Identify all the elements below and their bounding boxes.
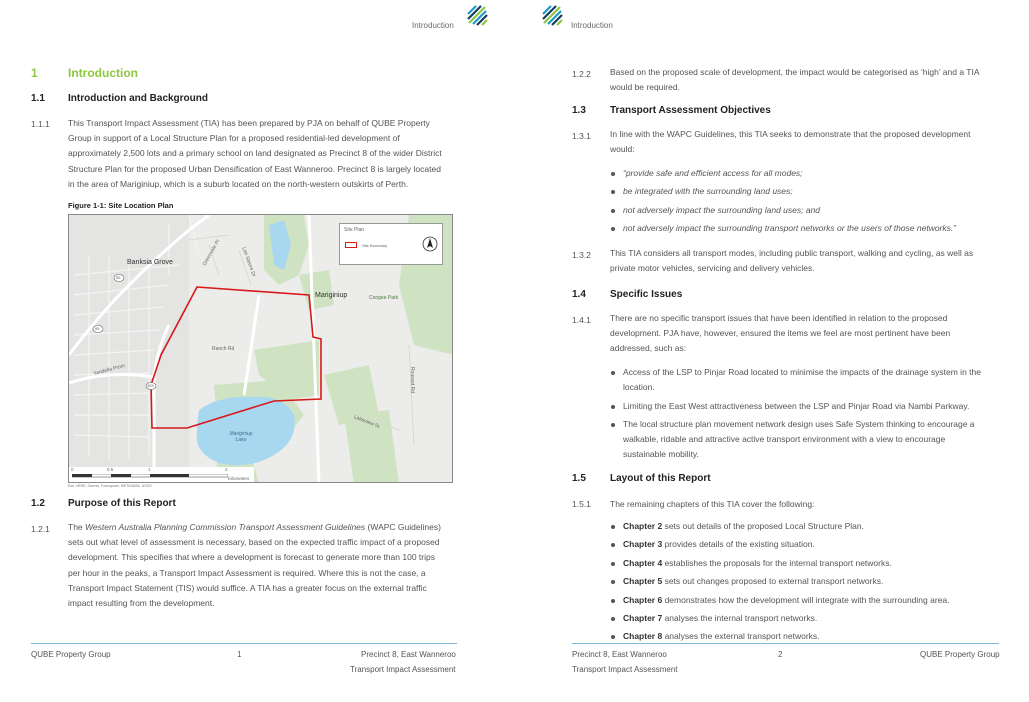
scale-tick-0: 0 (71, 467, 74, 472)
subsection-number: 1.4 (572, 289, 586, 300)
chapters-list (610, 519, 1002, 648)
page-1 (0, 0, 514, 702)
text-line: sets out what level of assessment is necessary, based on the expected traffic impact of a proposed (68, 537, 440, 548)
paragraph-1-3-1 (610, 127, 1000, 157)
text-line: approximately 2,500 lots and a primary school on land designated as Precinct 8 of the wider District (68, 148, 442, 159)
list-item: be integrated with the surrounding land uses; (610, 184, 1002, 199)
text-line: Access of the LSP to Pinjar Road located to minimise the impacts of the drainage system in the (623, 367, 981, 377)
text-line: Transport Impact Statement (TIS) would suffice. A TIA has a greater focus on the external traffic (68, 582, 427, 593)
list-item (610, 556, 1002, 571)
list-item (610, 593, 1002, 608)
issues-list (610, 365, 1002, 466)
paragraph-1-5-1: The remaining chapters of this TIA cover the following: (610, 499, 815, 509)
chapter-ref: Chapter 4 (623, 557, 663, 568)
pja-logo-icon (465, 3, 491, 29)
subsection-title: Transport Assessment Objectives (610, 105, 771, 116)
text-line: Structure Plan for the proposed Urban Densification of East Wanneroo. Precinct 8 is largely located (68, 163, 441, 174)
chapter-desc: sets out details of the proposed Local Structure Plan. (662, 521, 864, 531)
site-location-map (68, 214, 453, 483)
chapter-ref: Chapter 2 (623, 521, 663, 531)
text-line (68, 520, 458, 535)
text-line: Based on the proposed scale of development, the impact would be categorised as ‘high’ and a TIA (610, 67, 980, 77)
footer-project: Precinct 8, East Wanneroo (361, 650, 456, 659)
page-number: 1 (237, 650, 242, 659)
subsection-title: Layout of this Report (610, 473, 711, 484)
subsection-number: 1.5 (572, 473, 586, 484)
text-line: This Transport Impact Assessment (TIA) has been prepared by PJA on behalf of QUBE Property (68, 118, 430, 128)
paragraph-number: 1.2.1 (31, 524, 50, 534)
map-scale-bar (69, 467, 254, 483)
text-line: would be required. (610, 82, 680, 93)
text-line: Limiting the East West attractiveness between the LSP and Pinjar Road via Nambi Parkway. (623, 400, 970, 411)
scale-tick-1: 1 (148, 467, 151, 472)
chapter-desc: sets out changes proposed to external transport networks. (662, 576, 884, 587)
map-label-coogee-park: Coogee Park (369, 295, 399, 301)
text-line: Group in support of a Local Structure Plan for a proposed residential-led development of (68, 133, 400, 144)
scale-tick-2: 2 (225, 467, 228, 472)
list-item (610, 519, 1002, 534)
footer-client: QUBE Property Group (31, 650, 111, 659)
map-label-rousset-rd: Rousset Rd (409, 366, 416, 394)
footer-client: QUBE Property Group (920, 650, 1000, 659)
list-item (610, 417, 1002, 463)
map-label-yandella-prom: Yandella Prom (92, 362, 126, 378)
text-line: in the area of Mariginiup, which is a suburb located on the north-western outskirts of Perth. (68, 178, 409, 189)
paragraph-1-4-1 (610, 311, 1000, 357)
paragraph-1-1-1 (68, 116, 458, 192)
chapter-ref: Chapter 6 (623, 594, 663, 605)
text-run: The (68, 522, 86, 532)
text-run: (WAPC Guidelines) (365, 522, 441, 532)
text-line: sustainable mobility. (623, 449, 699, 460)
legend-title: Site Plan (344, 227, 365, 233)
paragraph-1-2-1 (68, 520, 458, 611)
footer-report-type: Transport Impact Assessment (350, 665, 456, 674)
text-line: impact resulting from the development. (68, 598, 215, 609)
map-attribution: Esri, HERE, Garmin, Foursquare, METI/NASA, USGS (68, 484, 152, 488)
chapter-desc: demonstrates how the development will integrate with the surrounding area. (662, 594, 950, 605)
map-label-banksia-grove: Banksia Grove (127, 259, 173, 266)
figure-caption: Figure 1-1: Site Location Plan (68, 201, 174, 210)
paragraph-number: 1.3.1 (572, 131, 591, 141)
north-arrow-icon (422, 236, 438, 252)
list-item (610, 399, 1002, 414)
list-item (610, 365, 1002, 395)
list-item (610, 611, 1002, 626)
chapter-desc: establishes the proposals for the internal transport networks. (662, 557, 892, 568)
list-item (610, 574, 1002, 589)
page-number: 2 (778, 650, 783, 659)
paragraph-1-3-2 (610, 246, 1000, 276)
route-shield-85-north: 85 (116, 275, 121, 280)
map-label-lee-steere-dr: Lee Steere Dr (240, 246, 257, 278)
map-label-lakeview-st: Lakeview St (352, 414, 381, 430)
chapter-desc: analyses the external transport networks. (662, 631, 820, 642)
map-legend (339, 223, 443, 265)
chapter-desc: analyses the internal transport networks. (662, 612, 818, 623)
chapter-desc: provides details of the existing situation. (662, 539, 815, 550)
chapter-ref: Chapter 3 (623, 539, 663, 550)
list-item (610, 537, 1002, 552)
subsection-number: 1.1 (31, 93, 45, 104)
footer-rule (572, 643, 999, 644)
subsection-title: Specific Issues (610, 289, 683, 300)
chapter-ref: Chapter 5 (623, 576, 663, 587)
legend-boundary-swatch (345, 242, 357, 248)
guidelines-title: Western Australia Planning Commission Transport Assessment Guidelines (85, 522, 366, 532)
text-line: per hour in the peaks, a Transport Impact Assessment is required. Where this is not the case, a (68, 567, 426, 578)
text-line: would: (610, 144, 635, 155)
text-line: location. (623, 382, 655, 393)
text-line: private motor vehicles, servicing and delivery vehicles. (610, 263, 815, 274)
map-label-ranch-rd: Ranch Rd (212, 346, 235, 352)
text-line: walkable, ridable and attractive active transport environment with a view to encourage (623, 434, 946, 445)
paragraph-number: 1.1.1 (31, 119, 50, 129)
page-2 (514, 0, 1029, 702)
pja-logo-icon (540, 3, 566, 29)
running-header: Introduction (571, 21, 613, 30)
text-line: development. PJA have, however, ensured the items we feel are most pertinent have been (610, 328, 951, 339)
paragraph-number: 1.5.1 (572, 499, 591, 509)
footer-report-type: Transport Impact Assessment (572, 665, 678, 674)
map-label-greenvale-pl: Greenvale Pl (201, 238, 222, 268)
list-item: “provide safe and efficient access for all modes; (610, 166, 1002, 181)
scale-unit: Kilometers (228, 476, 250, 481)
legend-item-label: Site Boundary (362, 243, 388, 248)
text-line: This TIA considers all transport modes, including public transport, walking and cycling, as well as (610, 248, 974, 258)
list-item: not adversely impact the surrounding transport networks or the users of those networks.” (610, 221, 1002, 236)
text-line: addressed, such as: (610, 343, 687, 354)
text-line: development. This specifies that where a development is forecast to generate more than 100 trips (68, 552, 435, 563)
section-number: 1 (31, 66, 38, 80)
chapter-ref: Chapter 7 (623, 612, 663, 623)
map-label-mariginiup: Mariginiup (315, 292, 348, 299)
paragraph-number: 1.4.1 (572, 315, 591, 325)
footer-project: Precinct 8, East Wanneroo (572, 650, 667, 659)
subsection-title: Purpose of this Report (68, 498, 176, 509)
chapter-ref: Chapter 8 (623, 631, 663, 642)
scale-tick-0-5: 0.5 (107, 467, 114, 472)
subsection-title: Introduction and Background (68, 93, 208, 104)
route-shield-355: 355 (147, 383, 154, 388)
objectives-list (610, 166, 1002, 240)
footer-rule (31, 643, 457, 644)
map-label-mariginiup-lake: Mariginiup Lake (229, 431, 253, 443)
subsection-number: 1.3 (572, 105, 586, 116)
text-line: The local structure plan movement network design uses Safe System thinking to encourage a (623, 418, 975, 429)
paragraph-number: 1.3.2 (572, 250, 591, 260)
subsection-number: 1.2 (31, 498, 45, 509)
running-header: Introduction (412, 21, 454, 30)
paragraph-number: 1.2.2 (572, 69, 591, 79)
text-line: In line with the WAPC Guidelines, this TIA seeks to demonstrate that the proposed development (610, 129, 971, 139)
route-shield-85: 85 (95, 326, 100, 331)
text-line: There are no specific transport issues that have been identified in relation to the proposed (610, 313, 948, 323)
scale-bar-graphic (72, 474, 228, 478)
paragraph-1-2-2 (610, 65, 1000, 95)
section-title: Introduction (68, 66, 138, 80)
list-item: not adversely impact the surrounding land uses; and (610, 203, 1002, 218)
